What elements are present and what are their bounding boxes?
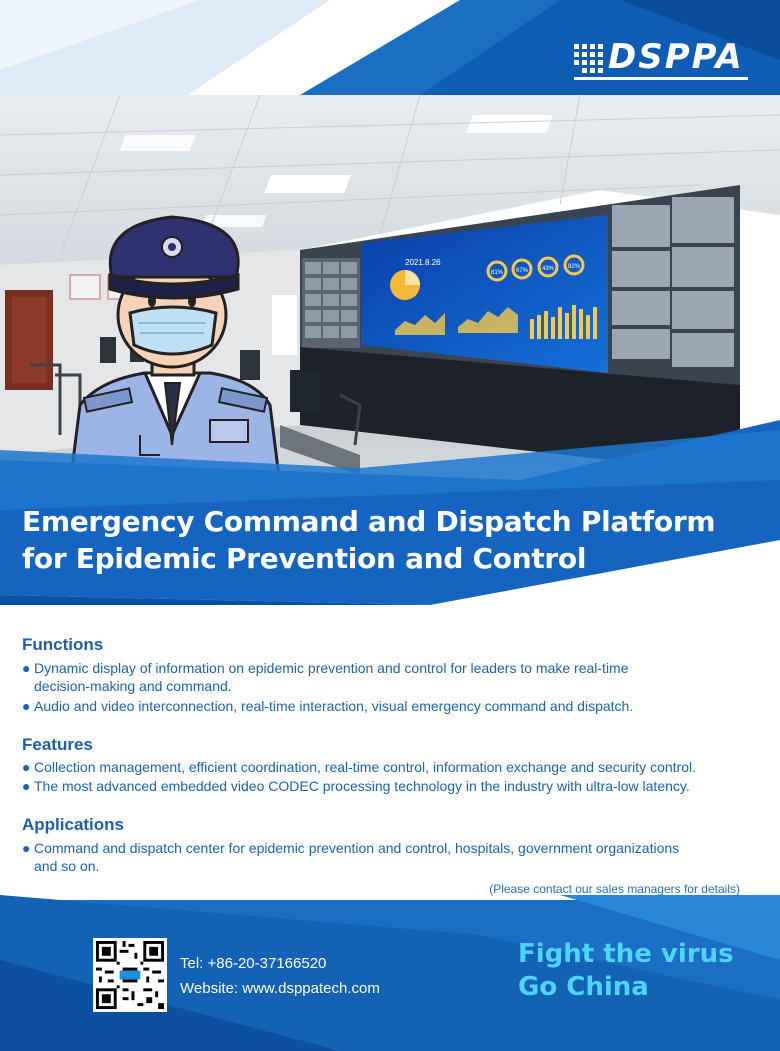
logo-dots-icon [574, 42, 606, 74]
item-text: Dynamic display of information on epidemic prevention and control for leaders to make real-time [34, 660, 629, 676]
logo-underline [574, 77, 748, 80]
screen-gauge: 43% [542, 266, 555, 272]
headline-line-2: for Epidemic Prevention and Control [22, 542, 587, 575]
headline-line-1: Emergency Command and Dispatch Platform [22, 505, 716, 538]
section-title-applications: Applications [22, 815, 125, 834]
list-item [22, 659, 762, 695]
item-text-continued: and so on. [34, 858, 100, 874]
list-item [22, 697, 762, 715]
phone-label: Tel: [180, 955, 204, 972]
website-line [180, 980, 380, 997]
bullet: ● [22, 660, 31, 676]
item-text: Collection management, efficient coordination, real-time control, information exchange and security control. [34, 759, 696, 775]
screen-gauge: 67% [516, 268, 529, 274]
slogan [518, 938, 734, 1004]
brand-logo: DSPPA [608, 37, 744, 77]
bullet: ● [22, 759, 31, 775]
screen-date: 2021.8.26 [405, 258, 441, 267]
screen-gauge: 82% [568, 264, 581, 270]
slogan-line-2: Go China [518, 972, 649, 1002]
website-link[interactable]: www.dsppatech.com [242, 980, 380, 997]
contact-note: (Please contact our sales managers for details) [489, 882, 740, 896]
bullet: ● [22, 778, 31, 794]
section-title-features: Features [22, 735, 93, 754]
headline [22, 503, 722, 577]
screen-gauge: 81% [491, 270, 504, 276]
phone-line [180, 955, 326, 972]
item-text: The most advanced embedded video CODEC processing technology in the industry with ultra-low latency. [34, 778, 690, 794]
item-text: Command and dispatch center for epidemic prevention and control, hospitals, government organizations [34, 840, 680, 856]
bullet: ● [22, 840, 31, 856]
bullet: ● [22, 698, 31, 714]
item-text-continued: decision-making and command. [34, 678, 232, 694]
list-item [22, 758, 762, 776]
list-item [22, 839, 762, 875]
section-title-functions: Functions [22, 635, 104, 654]
slogan-line-1: Fight the virus [518, 939, 734, 969]
list-item [22, 777, 762, 795]
qr-code-icon [93, 938, 167, 1012]
phone-number[interactable]: +86-20-37166520 [207, 955, 327, 972]
item-text: Audio and video interconnection, real-time interaction, visual emergency command and dispatch. [34, 698, 634, 714]
website-label: Website: [180, 980, 239, 997]
